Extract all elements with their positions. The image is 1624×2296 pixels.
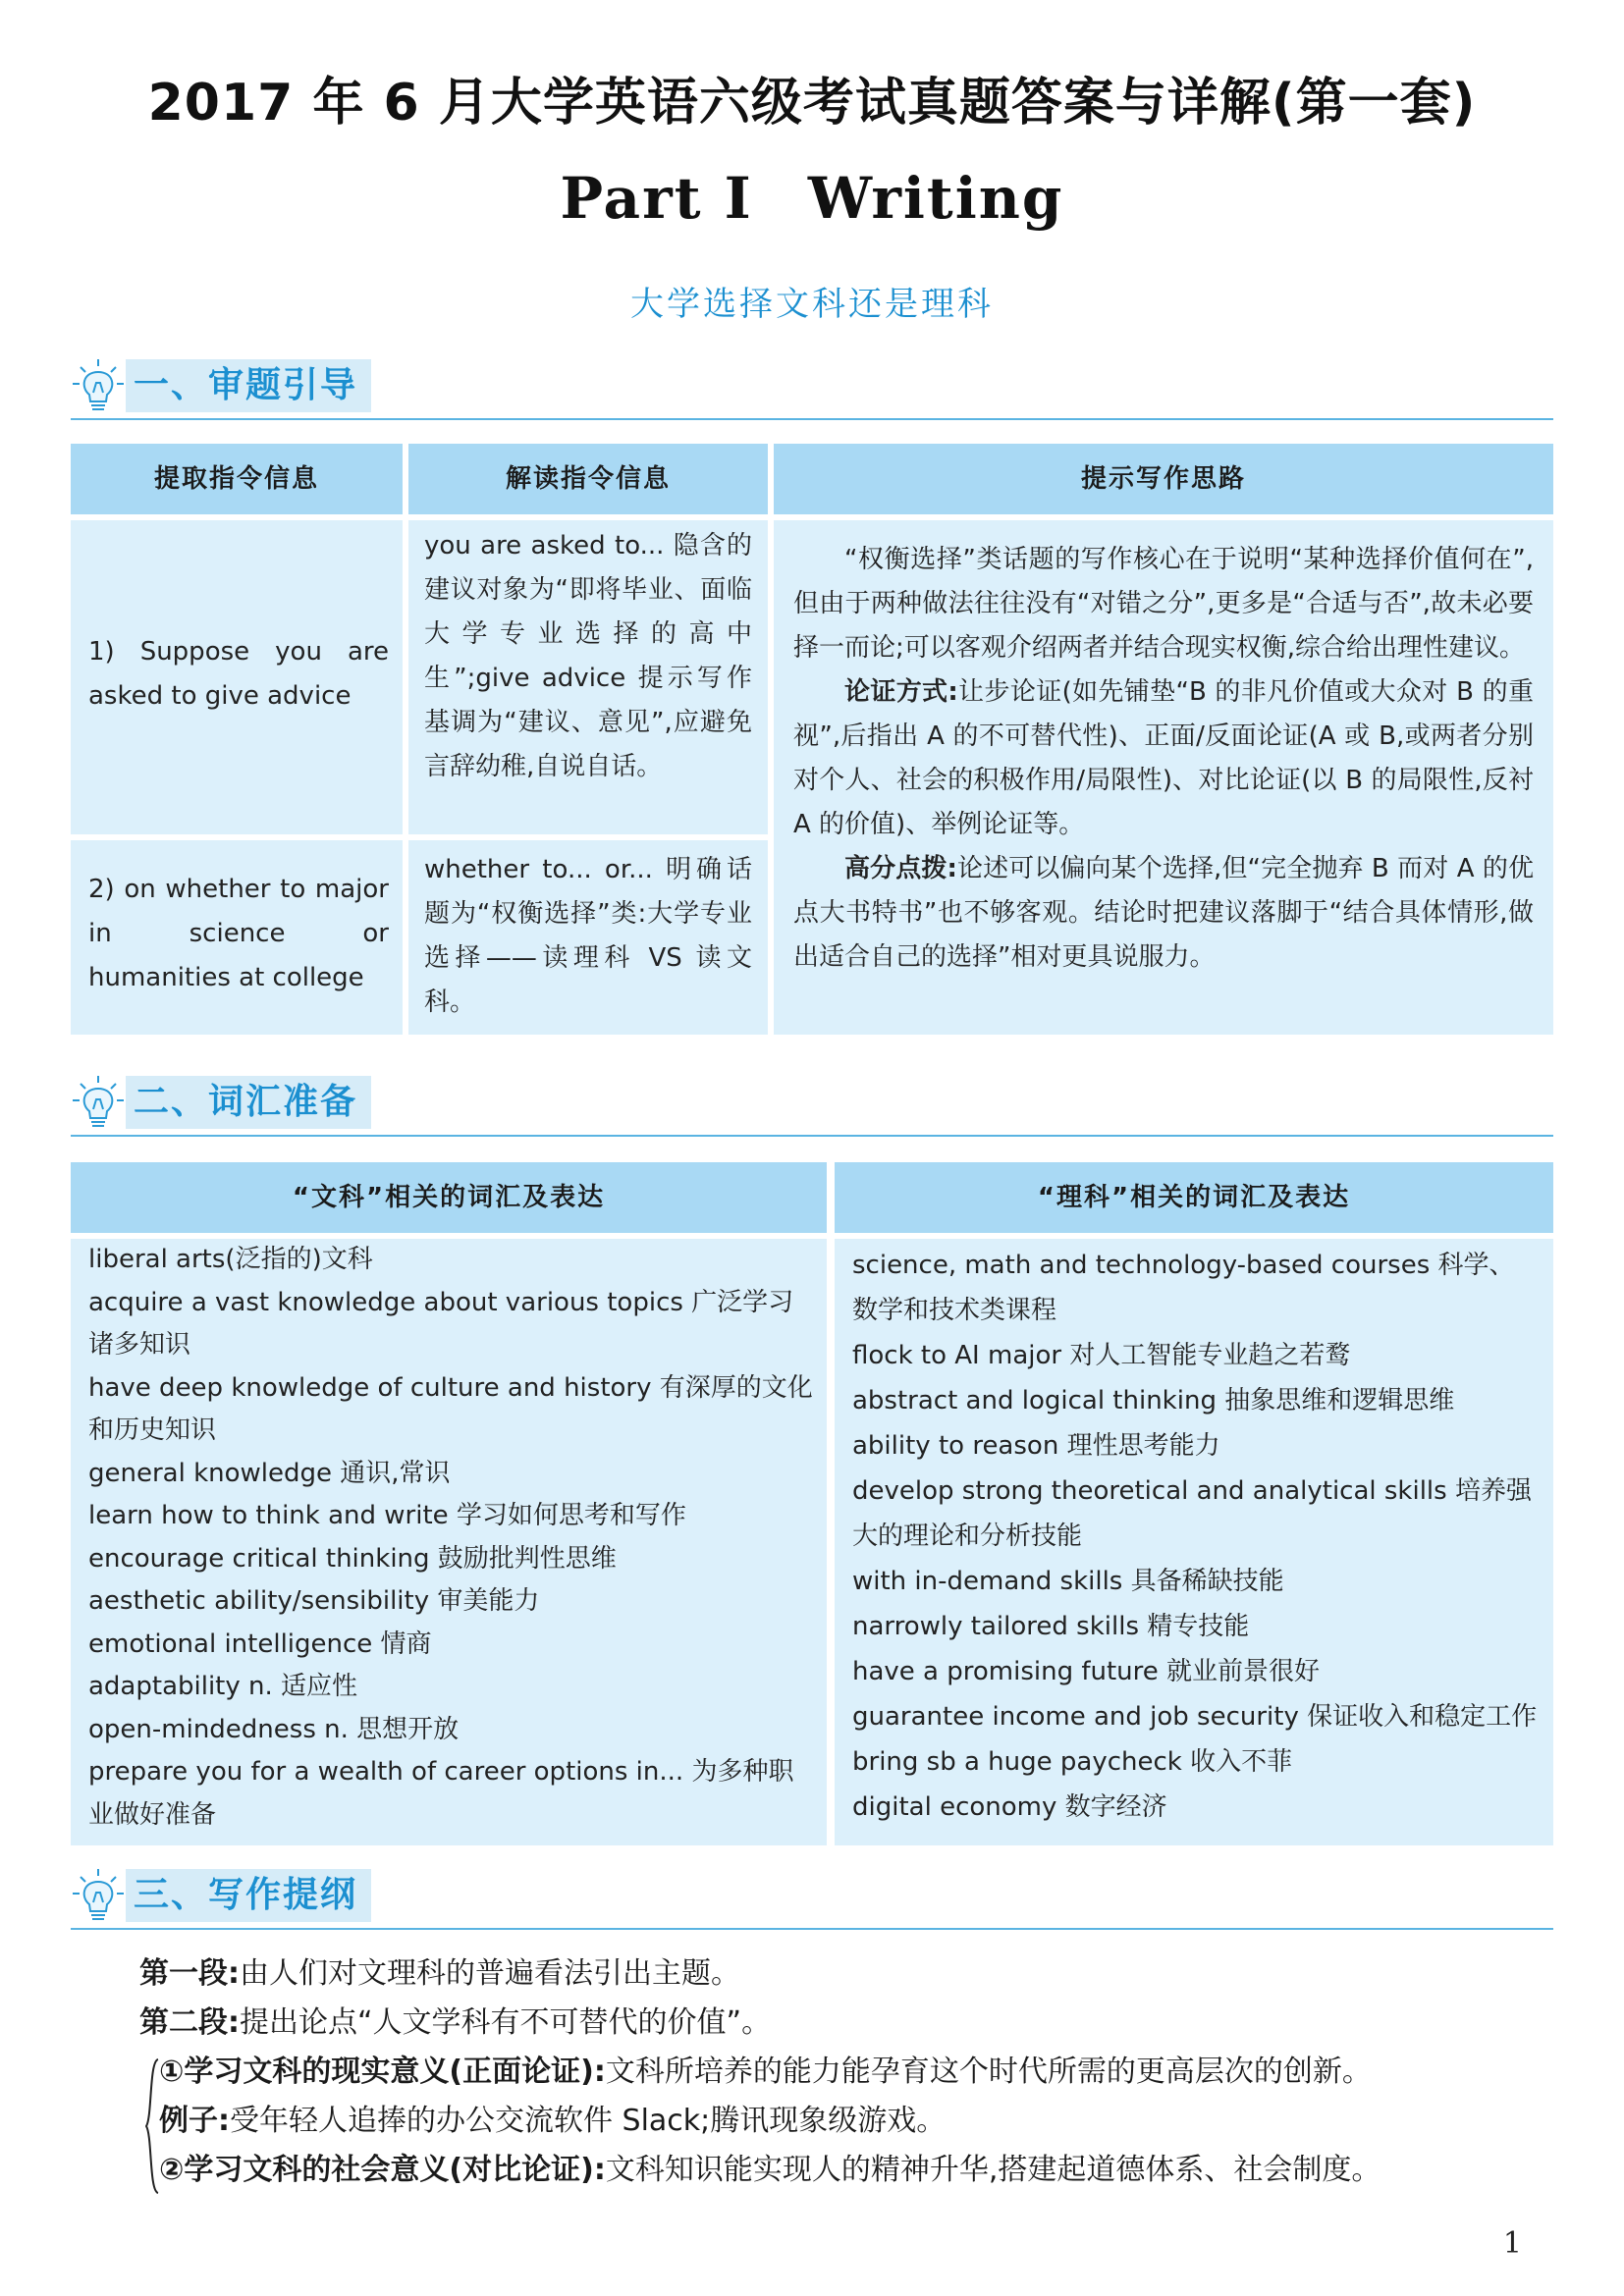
lightbulb-icon (71, 1074, 126, 1131)
science-vocab-list (852, 1243, 1538, 1830)
list-item: general knowledge 通识,常识 (88, 1458, 451, 1488)
list-item: flock to AI major 对人工智能专业趋之若鹜 (852, 1341, 1351, 1370)
list-item: acquire a vast knowledge about various topics 广泛学习诸多知识 (88, 1287, 794, 1360)
outline-text: 受年轻人追捧的办公交流软件 Slack;腾讯现象级游戏。 (230, 2104, 947, 2138)
outline-text: 文科所培养的能力能孕育这个时代所需的更高层次的创新。 (605, 2055, 1372, 2089)
lightbulb-icon (71, 1867, 126, 1924)
outline-text: 由人们对文理科的普遍看法引出主题。 (240, 1956, 740, 1991)
topic-title: 大学选择文科还是理科 (630, 285, 994, 324)
section-title-2: 二、词汇准备 (126, 1076, 371, 1129)
table1-row1-interpret (408, 520, 768, 834)
hint-paragraph-3 (793, 847, 1534, 980)
section-rule (71, 1135, 1553, 1137)
table1-row1-extract (71, 520, 403, 834)
interpret-text-2: whether to... or... 明确话题为“权衡选择”类:大学专业选择——读理科 VS 读文科。 (424, 855, 752, 1017)
list-item: learn how to think and write 学习如何思考和写作 (88, 1501, 686, 1530)
outline-text: 提出论点“人文学科有不可替代的价值”。 (240, 2005, 772, 2040)
outline-paragraph-1 (139, 1949, 740, 1999)
table1-row2-interpret (408, 840, 768, 1035)
list-item: emotional intelligence 情商 (88, 1629, 432, 1659)
section-title-3: 三、写作提纲 (126, 1869, 371, 1922)
list-item: guarantee income and job security 保证收入和稳定工作 (852, 1702, 1538, 1732)
part-name: Writing (807, 165, 1064, 232)
list-item: with in-demand skills 具备稀缺技能 (852, 1567, 1284, 1596)
table1-header-hint: 提示写作思路 (774, 444, 1553, 514)
extract-text-1: 1) Suppose you are asked to give advice (88, 637, 389, 711)
list-item: encourage critical thinking 鼓励批判性思维 (88, 1543, 617, 1574)
hint-label-method: 论证方式: (844, 677, 958, 707)
outline-label: 第一段: (139, 1956, 240, 1991)
hint-paragraph-2 (793, 670, 1534, 847)
table2-humanities-cell (71, 1239, 827, 1845)
list-item: have a promising future 就业前景很好 (852, 1657, 1321, 1686)
outline-label: ②学习文科的社会意义(对比论证): (159, 2153, 606, 2187)
section-rule (71, 418, 1553, 420)
outline-text: 文科知识能实现人的精神升华,搭建起道德体系、社会制度。 (605, 2153, 1381, 2187)
table1-header-extract: 提取指令信息 (71, 444, 403, 514)
humanities-vocab-list (88, 1239, 813, 1837)
list-item: prepare you for a wealth of career options in... 为多种职业做好准备 (88, 1757, 794, 1830)
list-item: ability to reason 理性思考能力 (852, 1431, 1220, 1461)
hint-text-tips: 论述可以偏向某个选择,但“完全抛弃 B 而对 A 的优点大书特书”也不够客观。结论时把建议落脚于“结合具体情形,做出适合自己的选择”相对更具说服力。 (793, 854, 1534, 972)
outline-label: 例子: (159, 2104, 230, 2138)
table1-header-interpret: 解读指令信息 (408, 444, 768, 514)
list-item: open-mindedness n. 思想开放 (88, 1714, 460, 1744)
outline-label: ①学习文科的现实意义(正面论证): (159, 2055, 606, 2089)
section-rule (71, 1928, 1553, 1930)
list-item: narrowly tailored skills 精专技能 (852, 1612, 1250, 1641)
table2-science-cell (835, 1239, 1553, 1845)
table1-hint-cell (774, 520, 1553, 1035)
table2-header-science: “理科”相关的词汇及表达 (835, 1162, 1553, 1233)
hint-text-method: 让步论证(如先铺垫“B 的非凡价值或大众对 B 的重视”,后指出 A 的不可替代性)、正面/反面论证(A 或 B,或两者分别对个人、社会的积极作用/局限性)、对比论证(以 B 的局限性,反衬 A 的价值)、举例论证等。 (793, 677, 1534, 839)
list-item: develop strong theoretical and analytical skills 培养强大的理论和分析技能 (852, 1476, 1532, 1551)
table1-row2-extract (71, 840, 403, 1035)
outline-sub-1 (159, 2048, 1372, 2097)
brace-icon (145, 2057, 159, 2195)
table2-header-humanities: “文科”相关的词汇及表达 (71, 1162, 827, 1233)
page-title: 2017 年 6 月大学英语六级考试真题答案与详解(第一套) (147, 74, 1477, 133)
extract-text-2: 2) on whether to major in science or humanities at college (88, 875, 389, 992)
part-label: Part I (560, 165, 753, 232)
section-header-1 (71, 355, 1553, 416)
list-item: digital economy 数字经济 (852, 1792, 1167, 1822)
page-number: 1 (1502, 2226, 1522, 2261)
list-item: adaptability n. 适应性 (88, 1672, 358, 1701)
list-item: bring sb a huge paycheck 收入不菲 (852, 1747, 1293, 1777)
part-title (0, 165, 1624, 232)
section-title-1: 一、审题引导 (126, 359, 371, 412)
list-item: liberal arts(泛指的)文科 (88, 1245, 373, 1274)
hint-paragraph-1: “权衡选择”类话题的写作核心在于说明“某种选择价值何在”,但由于两种做法往往没有“对错之分”,更多是“合适与否”,故未必要择一而论;可以客观介绍两者并结合现实权衡,综合给出理性建议。 (793, 545, 1534, 663)
hint-label-tips: 高分点拨: (844, 854, 957, 883)
section-header-3 (71, 1865, 1553, 1926)
outline-paragraph-2 (139, 1999, 771, 2048)
list-item: have deep knowledge of culture and history 有深厚的文化和历史知识 (88, 1372, 813, 1445)
interpret-text-1: you are asked to... 隐含的建议对象为“即将毕业、面临大学专业选择的高中生”;give advice 提示写作基调为“建议、意见”,应避免言辞幼稚,自说自话。 (424, 531, 752, 781)
outline-sub-2 (159, 2097, 946, 2146)
list-item: abstract and logical thinking 抽象思维和逻辑思维 (852, 1386, 1455, 1415)
section-header-2 (71, 1072, 1553, 1133)
outline-label: 第二段: (139, 2005, 240, 2040)
lightbulb-icon (71, 357, 126, 414)
list-item: science, math and technology-based courses 科学、数学和技术类课程 (852, 1251, 1515, 1325)
outline-sub-3 (159, 2146, 1380, 2195)
list-item: aesthetic ability/sensibility 审美能力 (88, 1586, 540, 1616)
